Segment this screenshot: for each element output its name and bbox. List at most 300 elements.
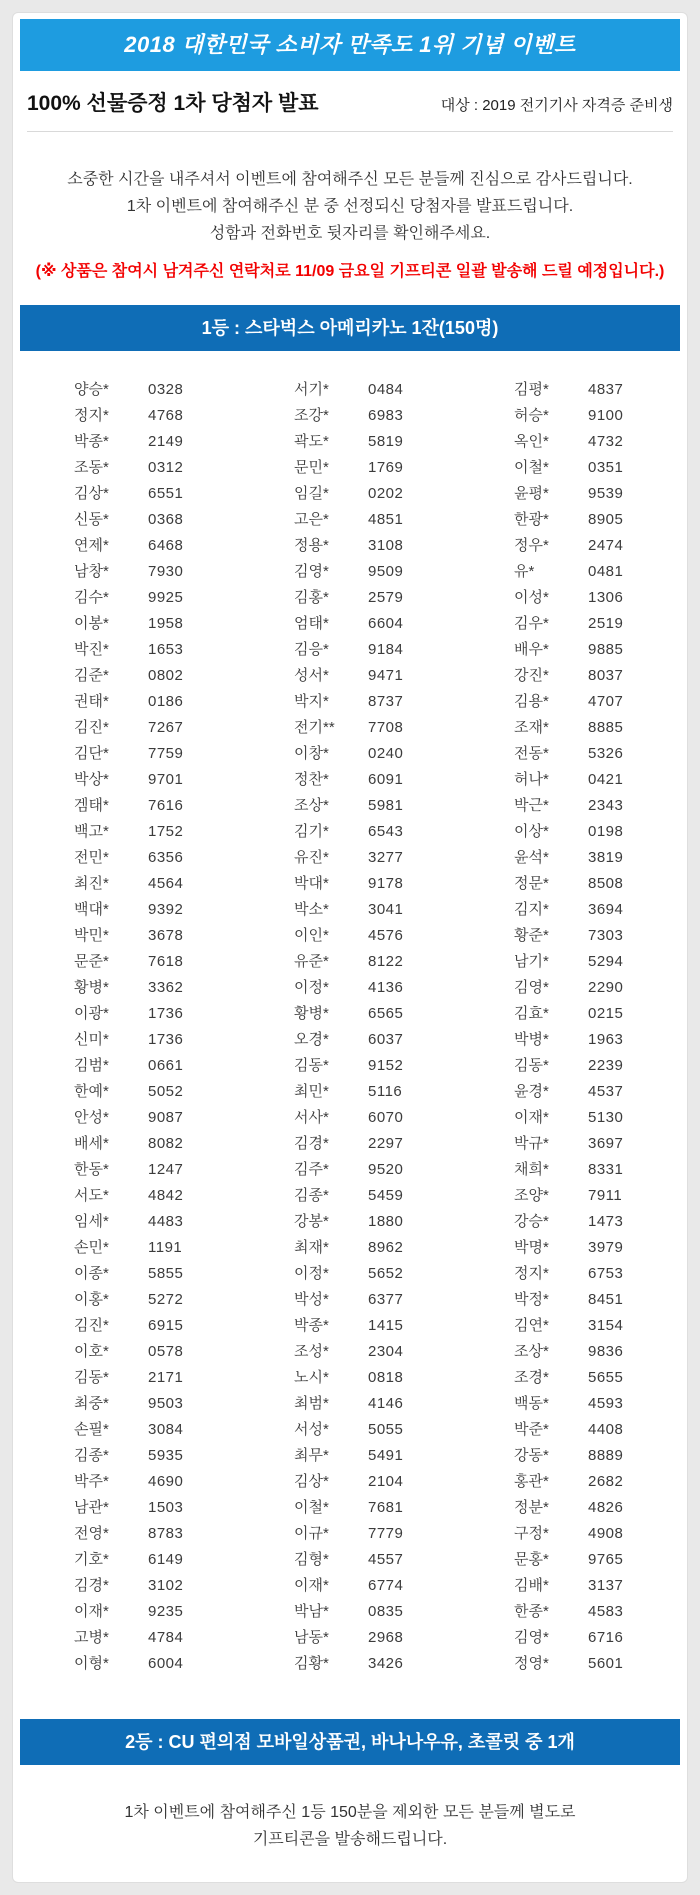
- winner-name: 이재*: [514, 1109, 549, 1126]
- winner-row: [514, 1339, 657, 1365]
- winner-phone-digits: 3694: [588, 901, 624, 918]
- winner-phone-digits: 1415: [368, 1317, 404, 1334]
- winner-row: [74, 533, 294, 559]
- winner-name: 이봉*: [74, 615, 109, 632]
- winner-phone-digits: 2579: [368, 589, 404, 606]
- winner-row: [514, 845, 657, 871]
- winner-name: 정문*: [514, 875, 549, 892]
- winner-phone-digits: 1653: [148, 641, 184, 658]
- winner-phone-digits: 9178: [368, 875, 404, 892]
- winner-phone-digits: 1736: [148, 1005, 184, 1022]
- winner-name: 유준*: [294, 953, 329, 970]
- winner-row: [74, 741, 294, 767]
- winner-phone-digits: 0186: [148, 693, 184, 710]
- winner-name: 신미*: [74, 1031, 109, 1048]
- winner-row: [294, 1365, 514, 1391]
- winner-name: 이재*: [294, 1577, 329, 1594]
- winner-phone-digits: 0312: [148, 459, 184, 476]
- winner-phone-digits: 9765: [588, 1551, 624, 1568]
- winner-name: 김상*: [294, 1473, 329, 1490]
- winner-row: [74, 1495, 294, 1521]
- winner-name: 김범*: [74, 1057, 109, 1074]
- winner-row: [514, 741, 657, 767]
- winner-row: [74, 819, 294, 845]
- winner-row: [294, 429, 514, 455]
- winner-name: 옥인*: [514, 433, 549, 450]
- winner-name: 임길*: [294, 485, 329, 502]
- title-row: [27, 87, 673, 132]
- winner-row: [294, 507, 514, 533]
- winner-row: [74, 429, 294, 455]
- winner-row: [294, 1053, 514, 1079]
- winner-name: 정용*: [294, 537, 329, 554]
- winner-phone-digits: 5116: [368, 1083, 403, 1100]
- winner-name: 문준*: [74, 953, 109, 970]
- winner-row: [74, 507, 294, 533]
- winner-row: [74, 845, 294, 871]
- winner-phone-digits: 7779: [368, 1525, 404, 1542]
- winner-phone-digits: 2171: [148, 1369, 184, 1386]
- winner-row: [294, 767, 514, 793]
- winner-phone-digits: 9471: [368, 667, 404, 684]
- winner-phone-digits: 8783: [148, 1525, 184, 1542]
- winner-name: 이철*: [294, 1499, 329, 1516]
- winner-name: 이철*: [514, 459, 549, 476]
- winner-phone-digits: 6774: [368, 1577, 404, 1594]
- winner-row: [514, 1001, 657, 1027]
- winner-phone-digits: 2968: [368, 1629, 404, 1646]
- winner-name: 박근*: [514, 797, 549, 814]
- winner-name: 김영*: [294, 563, 329, 580]
- winner-row: [294, 637, 514, 663]
- winner-name: 황병*: [74, 979, 109, 996]
- winner-name: 이정*: [294, 1265, 329, 1282]
- winner-phone-digits: 2104: [368, 1473, 404, 1490]
- event-header-banner: [20, 19, 680, 71]
- winner-phone-digits: 2239: [588, 1057, 624, 1074]
- winner-phone-digits: 6468: [148, 537, 184, 554]
- winner-phone-digits: 3137: [588, 1577, 624, 1594]
- winner-row: [74, 975, 294, 1001]
- winner-name: 김평*: [514, 381, 549, 398]
- event-header-text: 2018 대한민국 소비자 만족도 1위 기념 이벤트: [124, 32, 576, 57]
- winner-name: 김종*: [294, 1187, 329, 1204]
- winner-phone-digits: 6091: [368, 771, 404, 788]
- winner-name: 한예*: [74, 1083, 109, 1100]
- winner-row: [514, 715, 657, 741]
- winner-row: [294, 689, 514, 715]
- winner-phone-digits: 9885: [588, 641, 624, 658]
- winner-name: 최범*: [294, 1395, 329, 1412]
- winner-name: 김효*: [514, 1005, 549, 1022]
- winner-row: [74, 481, 294, 507]
- winner-name: 김영*: [514, 1629, 549, 1646]
- winner-name: 홍관*: [514, 1473, 549, 1490]
- winner-name: 서사*: [294, 1109, 329, 1126]
- winner-name: 박종*: [74, 433, 109, 450]
- winner-row: [294, 403, 514, 429]
- winner-name: 정찬*: [294, 771, 329, 788]
- winner-name: 박준*: [514, 1421, 549, 1438]
- winner-row: [294, 715, 514, 741]
- winner-name: 정영*: [514, 1655, 549, 1672]
- winner-row: [514, 1053, 657, 1079]
- winner-name: 김동*: [74, 1369, 109, 1386]
- winner-name: 연제*: [74, 537, 109, 554]
- winner-phone-digits: 2290: [588, 979, 624, 996]
- winner-name: 임세*: [74, 1213, 109, 1230]
- winner-phone-digits: 6037: [368, 1031, 404, 1048]
- winner-row: [294, 533, 514, 559]
- winner-row: [514, 1235, 657, 1261]
- winner-name: 김지*: [514, 901, 549, 918]
- winner-name: 오경*: [294, 1031, 329, 1048]
- winner-row: [74, 1131, 294, 1157]
- winner-row: [294, 1209, 514, 1235]
- winner-row: [74, 663, 294, 689]
- winner-name: 박정*: [514, 1291, 549, 1308]
- winner-name: 김주*: [294, 1161, 329, 1178]
- winner-name: 김동*: [294, 1057, 329, 1074]
- winner-phone-digits: 6565: [368, 1005, 404, 1022]
- winner-name: 양승*: [74, 381, 109, 398]
- winner-phone-digits: 5055: [368, 1421, 404, 1438]
- winner-name: 김홍*: [294, 589, 329, 606]
- winner-name: 유진*: [294, 849, 329, 866]
- winner-name: 이홍*: [74, 1291, 109, 1308]
- winner-name: 김영*: [514, 979, 549, 996]
- winner-phone-digits: 7616: [148, 797, 184, 814]
- winner-row: [294, 1599, 514, 1625]
- winner-row: [294, 1339, 514, 1365]
- winner-row: [74, 767, 294, 793]
- winner-row: [294, 1079, 514, 1105]
- winner-name: 황병*: [294, 1005, 329, 1022]
- winner-row: [74, 637, 294, 663]
- winner-name: 김종*: [74, 1447, 109, 1464]
- winner-row: [294, 481, 514, 507]
- winner-row: [514, 1131, 657, 1157]
- winner-name: 한동*: [74, 1161, 109, 1178]
- winner-phone-digits: 8508: [588, 875, 624, 892]
- winner-name: 김진*: [74, 1317, 109, 1334]
- winner-row: [514, 793, 657, 819]
- first-prize-text: 1등 : 스타벅스 아메리카노 1잔(150명): [201, 318, 499, 338]
- winner-name: 김배*: [514, 1577, 549, 1594]
- winner-row: [514, 377, 657, 403]
- winner-phone-digits: 5326: [588, 745, 624, 762]
- winner-phone-digits: 7930: [148, 563, 184, 580]
- winner-name: 백동*: [514, 1395, 549, 1412]
- winner-phone-digits: 6004: [148, 1655, 184, 1672]
- winner-row: [74, 1313, 294, 1339]
- winner-phone-digits: 1958: [148, 615, 184, 632]
- winner-phone-digits: 4557: [368, 1551, 404, 1568]
- winner-phone-digits: 4146: [368, 1395, 404, 1412]
- winner-row: [514, 1261, 657, 1287]
- winner-name: 고병*: [74, 1629, 109, 1646]
- winner-row: [74, 1183, 294, 1209]
- winner-row: [294, 1469, 514, 1495]
- winner-phone-digits: 0368: [148, 511, 184, 528]
- winner-phone-digits: 4576: [368, 927, 404, 944]
- winner-row: [74, 1001, 294, 1027]
- winner-name: 배세*: [74, 1135, 109, 1152]
- winner-phone-digits: 0240: [368, 745, 404, 762]
- footer-line-2: 기프티콘을 발송해드립니다.: [252, 1831, 448, 1848]
- winner-name: 김상*: [74, 485, 109, 502]
- winner-phone-digits: 6753: [588, 1265, 624, 1282]
- winner-phone-digits: 7618: [148, 953, 184, 970]
- winner-row: [74, 1391, 294, 1417]
- winner-phone-digits: 2519: [588, 615, 624, 632]
- winner-name: 이창*: [294, 745, 329, 762]
- winner-row: [74, 1417, 294, 1443]
- winner-phone-digits: 8905: [588, 511, 624, 528]
- winner-row: [514, 455, 657, 481]
- winner-phone-digits: 5819: [368, 433, 404, 450]
- winner-row: [294, 663, 514, 689]
- winner-name: 전영*: [74, 1525, 109, 1542]
- winner-row: [74, 611, 294, 637]
- footer-line-1: 1차 이벤트에 참여해주신 1등 150분을 제외한 모든 분들께 별도로: [124, 1804, 576, 1821]
- winner-name: 문홍*: [514, 1551, 549, 1568]
- winner-name: 남동*: [294, 1629, 329, 1646]
- winner-name: 안성*: [74, 1109, 109, 1126]
- winner-phone-digits: 6604: [368, 615, 404, 632]
- winner-phone-digits: 2297: [368, 1135, 404, 1152]
- page-title: 100% 선물증정 1차 당첨자 발표: [27, 92, 319, 115]
- winner-name: 한종*: [514, 1603, 549, 1620]
- winner-name: 이정*: [294, 979, 329, 996]
- winner-name: 강진*: [514, 667, 549, 684]
- winner-phone-digits: 1769: [368, 459, 404, 476]
- winner-row: [294, 1235, 514, 1261]
- winner-row: [74, 1209, 294, 1235]
- winner-row: [294, 1547, 514, 1573]
- winner-row: [294, 455, 514, 481]
- winner-phone-digits: 4851: [368, 511, 404, 528]
- winner-phone-digits: 7708: [368, 719, 404, 736]
- winner-phone-digits: 6543: [368, 823, 404, 840]
- winner-name: 전동*: [514, 745, 549, 762]
- winner-phone-digits: 0661: [148, 1057, 184, 1074]
- winner-row: [514, 975, 657, 1001]
- winner-row: [514, 1079, 657, 1105]
- winner-phone-digits: 8889: [588, 1447, 624, 1464]
- winner-phone-digits: 0481: [588, 563, 624, 580]
- winner-phone-digits: 3277: [368, 849, 404, 866]
- winner-name: 이인*: [294, 927, 329, 944]
- winner-row: [514, 1495, 657, 1521]
- winner-phone-digits: 3154: [588, 1317, 624, 1334]
- winner-name: 윤경*: [514, 1083, 549, 1100]
- winner-name: 박규*: [514, 1135, 549, 1152]
- winner-row: [514, 1443, 657, 1469]
- winner-name: 김우*: [514, 615, 549, 632]
- winner-row: [514, 585, 657, 611]
- winner-name: 김용*: [514, 693, 549, 710]
- winner-phone-digits: 1880: [368, 1213, 404, 1230]
- winner-phone-digits: 3426: [368, 1655, 404, 1672]
- winner-name: 이호*: [74, 1343, 109, 1360]
- winner-name: 김경*: [74, 1577, 109, 1594]
- winner-phone-digits: 1736: [148, 1031, 184, 1048]
- winner-phone-digits: 9184: [368, 641, 404, 658]
- winner-row: [74, 1339, 294, 1365]
- winner-phone-digits: 5981: [368, 797, 404, 814]
- winner-phone-digits: 7911: [588, 1187, 623, 1204]
- winner-phone-digits: 5052: [148, 1083, 184, 1100]
- winner-name: 최진*: [74, 875, 109, 892]
- winner-phone-digits: 5601: [588, 1655, 624, 1672]
- first-prize-banner: [20, 305, 680, 351]
- winner-name: 권태*: [74, 693, 109, 710]
- winner-name: 허나*: [514, 771, 549, 788]
- winner-row: [294, 1417, 514, 1443]
- winner-row: [514, 559, 657, 585]
- winner-name: 박진*: [74, 641, 109, 658]
- winner-name: 고은*: [294, 511, 329, 528]
- winner-phone-digits: 2474: [588, 537, 624, 554]
- winner-name: 전민*: [74, 849, 109, 866]
- winner-phone-digits: 6551: [148, 485, 184, 502]
- winner-row: [294, 923, 514, 949]
- winner-row: [74, 1365, 294, 1391]
- winner-name: 허승*: [514, 407, 549, 424]
- winner-phone-digits: 9152: [368, 1057, 404, 1074]
- winner-row: [74, 1443, 294, 1469]
- winner-name: 손필*: [74, 1421, 109, 1438]
- winner-phone-digits: 8885: [588, 719, 624, 736]
- winner-row: [514, 1573, 657, 1599]
- winner-phone-digits: 4537: [588, 1083, 624, 1100]
- winner-phone-digits: 1963: [588, 1031, 624, 1048]
- winner-name: 노시*: [294, 1369, 329, 1386]
- winner-row: [294, 559, 514, 585]
- winner-name: 강동*: [514, 1447, 549, 1464]
- winner-phone-digits: 9235: [148, 1603, 184, 1620]
- winner-phone-digits: 4842: [148, 1187, 184, 1204]
- winner-phone-digits: 9503: [148, 1395, 184, 1412]
- winner-name: 서도*: [74, 1187, 109, 1204]
- winner-phone-digits: 9539: [588, 485, 624, 502]
- winner-name: 박명*: [514, 1239, 549, 1256]
- winner-row: [294, 975, 514, 1001]
- winner-row: [514, 871, 657, 897]
- winner-phone-digits: 4826: [588, 1499, 624, 1516]
- winner-row: [294, 1495, 514, 1521]
- winner-name: 박상*: [74, 771, 109, 788]
- winner-name: 박대*: [294, 875, 329, 892]
- winner-name: 문민*: [294, 459, 329, 476]
- winner-row: [74, 1651, 294, 1677]
- winner-row: [74, 1027, 294, 1053]
- winner-row: [74, 793, 294, 819]
- winner-name: 조경*: [514, 1369, 549, 1386]
- winners-column: [294, 377, 514, 1677]
- winner-name: 이재*: [74, 1603, 109, 1620]
- winner-row: [74, 715, 294, 741]
- winner-name: 박주*: [74, 1473, 109, 1490]
- winner-name: 이성*: [514, 589, 549, 606]
- winners-column: [74, 377, 294, 1677]
- winner-name: 구정*: [514, 1525, 549, 1542]
- winner-name: 정우*: [514, 537, 549, 554]
- winner-name: 조상*: [514, 1343, 549, 1360]
- winner-phone-digits: 4483: [148, 1213, 184, 1230]
- winner-row: [74, 949, 294, 975]
- winner-name: 전기**: [294, 719, 335, 736]
- winner-phone-digits: 5655: [588, 1369, 624, 1386]
- winner-phone-digits: 3041: [368, 901, 404, 918]
- winner-phone-digits: 4583: [588, 1603, 624, 1620]
- winner-name: 유*: [514, 563, 535, 580]
- winner-name: 조성*: [294, 1343, 329, 1360]
- winner-phone-digits: 7681: [368, 1499, 404, 1516]
- winner-row: [294, 897, 514, 923]
- winner-phone-digits: 1752: [148, 823, 184, 840]
- winner-phone-digits: 8082: [148, 1135, 184, 1152]
- winner-name: 이형*: [74, 1655, 109, 1672]
- winner-row: [514, 1547, 657, 1573]
- winner-row: [514, 507, 657, 533]
- winner-name: 배우*: [514, 641, 549, 658]
- winner-phone-digits: 0198: [588, 823, 624, 840]
- winner-row: [74, 1261, 294, 1287]
- winner-row: [514, 1183, 657, 1209]
- winner-row: [294, 793, 514, 819]
- winner-row: [294, 1183, 514, 1209]
- winner-row: [514, 481, 657, 507]
- winner-phone-digits: 8962: [368, 1239, 404, 1256]
- winner-phone-digits: 0484: [368, 381, 404, 398]
- winner-row: [294, 1105, 514, 1131]
- winner-name: 최재*: [294, 1239, 329, 1256]
- winner-phone-digits: 4408: [588, 1421, 624, 1438]
- footer-note: [13, 1799, 687, 1853]
- winner-phone-digits: 5459: [368, 1187, 404, 1204]
- winner-name: 김단*: [74, 745, 109, 762]
- winner-row: [74, 1573, 294, 1599]
- winner-name: 박병*: [514, 1031, 549, 1048]
- winner-name: 박남*: [294, 1603, 329, 1620]
- winner-phone-digits: 4707: [588, 693, 624, 710]
- winner-row: [294, 871, 514, 897]
- winner-row: [514, 819, 657, 845]
- winner-phone-digits: 4837: [588, 381, 624, 398]
- winner-row: [74, 1105, 294, 1131]
- winner-phone-digits: 9836: [588, 1343, 624, 1360]
- winner-phone-digits: 2682: [588, 1473, 624, 1490]
- winner-name: 정지*: [514, 1265, 549, 1282]
- winner-row: [294, 1521, 514, 1547]
- winner-row: [514, 1365, 657, 1391]
- winner-phone-digits: 8331: [588, 1161, 624, 1178]
- winner-phone-digits: 9509: [368, 563, 404, 580]
- winner-row: [514, 1651, 657, 1677]
- winner-name: 조재*: [514, 719, 549, 736]
- winner-name: 채희*: [514, 1161, 549, 1178]
- winner-phone-digits: 6070: [368, 1109, 404, 1126]
- winner-name: 백고*: [74, 823, 109, 840]
- winner-row: [74, 1079, 294, 1105]
- winner-phone-digits: 7303: [588, 927, 624, 944]
- winner-name: 최무*: [294, 1447, 329, 1464]
- winner-phone-digits: 0215: [588, 1005, 624, 1022]
- winner-row: [74, 1287, 294, 1313]
- winner-name: 박종*: [294, 1317, 329, 1334]
